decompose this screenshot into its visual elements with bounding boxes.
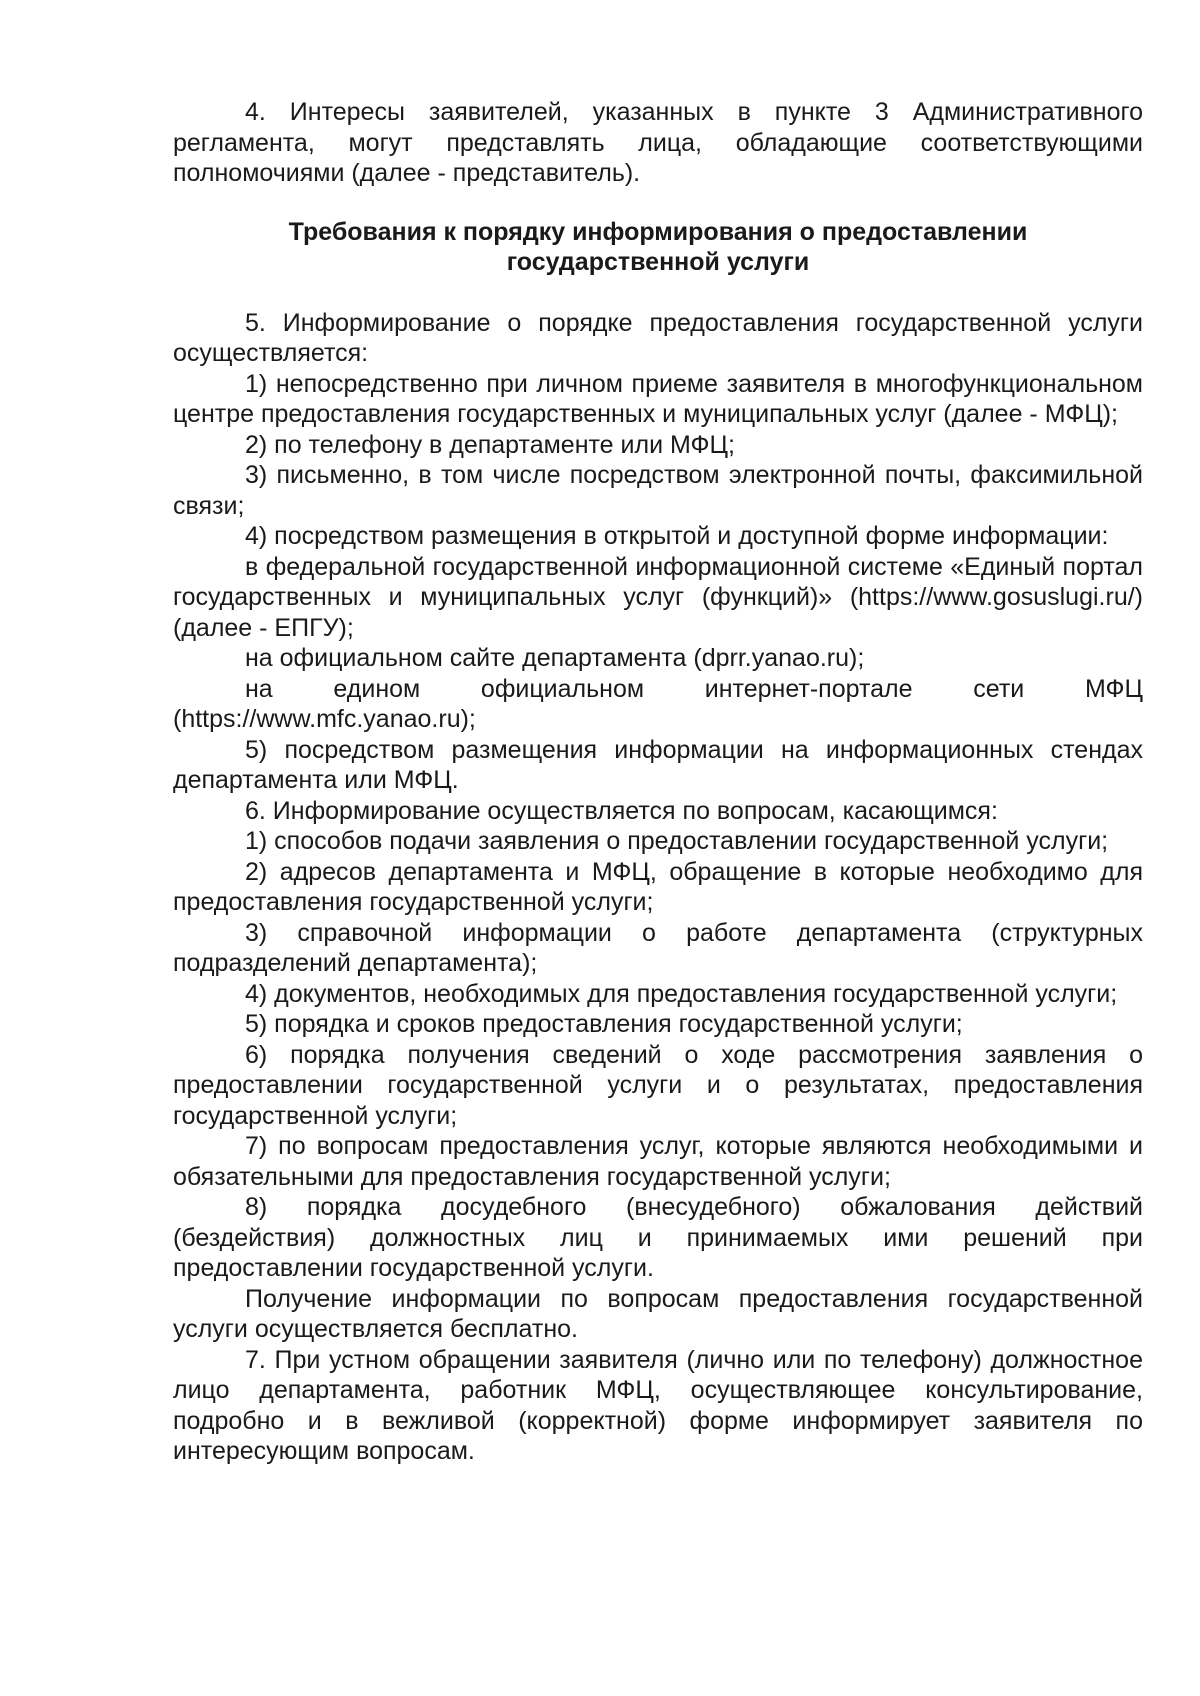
paragraph-6-item-8: 8) порядка досудебного (внесудебного) обжалования действий (бездействия) должностных лиц и принимаемых ими решений при предоставлении государственной услуги. [173,1193,1143,1282]
paragraph-6-item-5: 5) порядка и сроков предоставления государственной услуги; [245,1010,963,1038]
paragraph-5-item-5: 5) посредством размещения информации на информационных стендах департамента или МФЦ. [173,735,1143,794]
paragraph-4: 4. Интересы заявителей, указанных в пункте 3 Административного регламента, могут представлять лица, обладающие соответствующими полномочиями (далее - представитель). [173,98,1143,187]
paragraph-5-item-4-mfc-portal: на едином официальном интернет-портале сети МФЦ (https://www.mfc.yanao.ru); [173,674,1143,733]
paragraph-7: 7. При устном обращении заявителя (лично или по телефону) должностное лицо департамента, работник МФЦ, осуществляющее консультирование, подробно и в вежливой (корректной) форме информирует заявителя по интересующим вопросам. [173,1345,1143,1465]
section-heading [173,217,1143,278]
paragraph-6-free-of-charge: Получение информации по вопросам предоставления государственной услуги осуществляется бесплатно. [173,1284,1143,1343]
paragraph-6-item-4: 4) документов, необходимых для предоставления государственной услуги; [245,979,1118,1008]
paragraph-5-item-4: 4) посредством размещения в открытой и доступной форме информации: [245,522,1109,550]
paragraph-6-item-3: 3) справочной информации о работе департамента (структурных подразделений департамента); [173,918,1143,977]
paragraph-6-item-2: 2) адресов департамента и МФЦ, обращение в которые необходимо для предоставления государственной услуги; [173,857,1143,916]
document-body [173,97,1143,1467]
section-heading-line-2: государственной услуги [506,248,810,276]
paragraph-5: 5. Информирование о порядке предоставления государственной услуги осуществляется: [173,308,1143,367]
paragraph-5-item-3: 3) письменно, в том числе посредством электронной почты, факсимильной связи; [173,461,1143,520]
paragraph-5-item-4-site: на официальном сайте департамента (dprr.yanao.ru); [245,644,865,672]
paragraph-5-item-4-epgu: в федеральной государственной информационной системе «Единый портал государственных и муниципальных услуг (функций)» (https://www.gosuslugi.ru/) (далее - ЕПГУ); [173,552,1143,642]
paragraph-5-item-2: 2) по телефону в департаменте или МФЦ; [245,430,735,459]
paragraph-6: 6. Информирование осуществляется по вопросам, касающимся: [245,796,998,825]
paragraph-6-item-6: 6) порядка получения сведений о ходе рассмотрения заявления о предоставлении государственной услуги и о результатах, предоставления государственной услуги; [173,1040,1143,1130]
section-heading-line-1: Требования к порядку информирования о предоставлении [288,217,1028,246]
paragraph-5-item-1: 1) непосредственно при личном приеме заявителя в многофункциональном центре предоставления государственных и муниципальных услуг (далее - МФЦ); [173,369,1143,428]
paragraph-6-item-1: 1) способов подачи заявления о предоставлении государственной услуги; [245,827,1109,855]
paragraph-6-item-7: 7) по вопросам предоставления услуг, которые являются необходимыми и обязательными для предоставления государственной услуги; [173,1132,1143,1191]
